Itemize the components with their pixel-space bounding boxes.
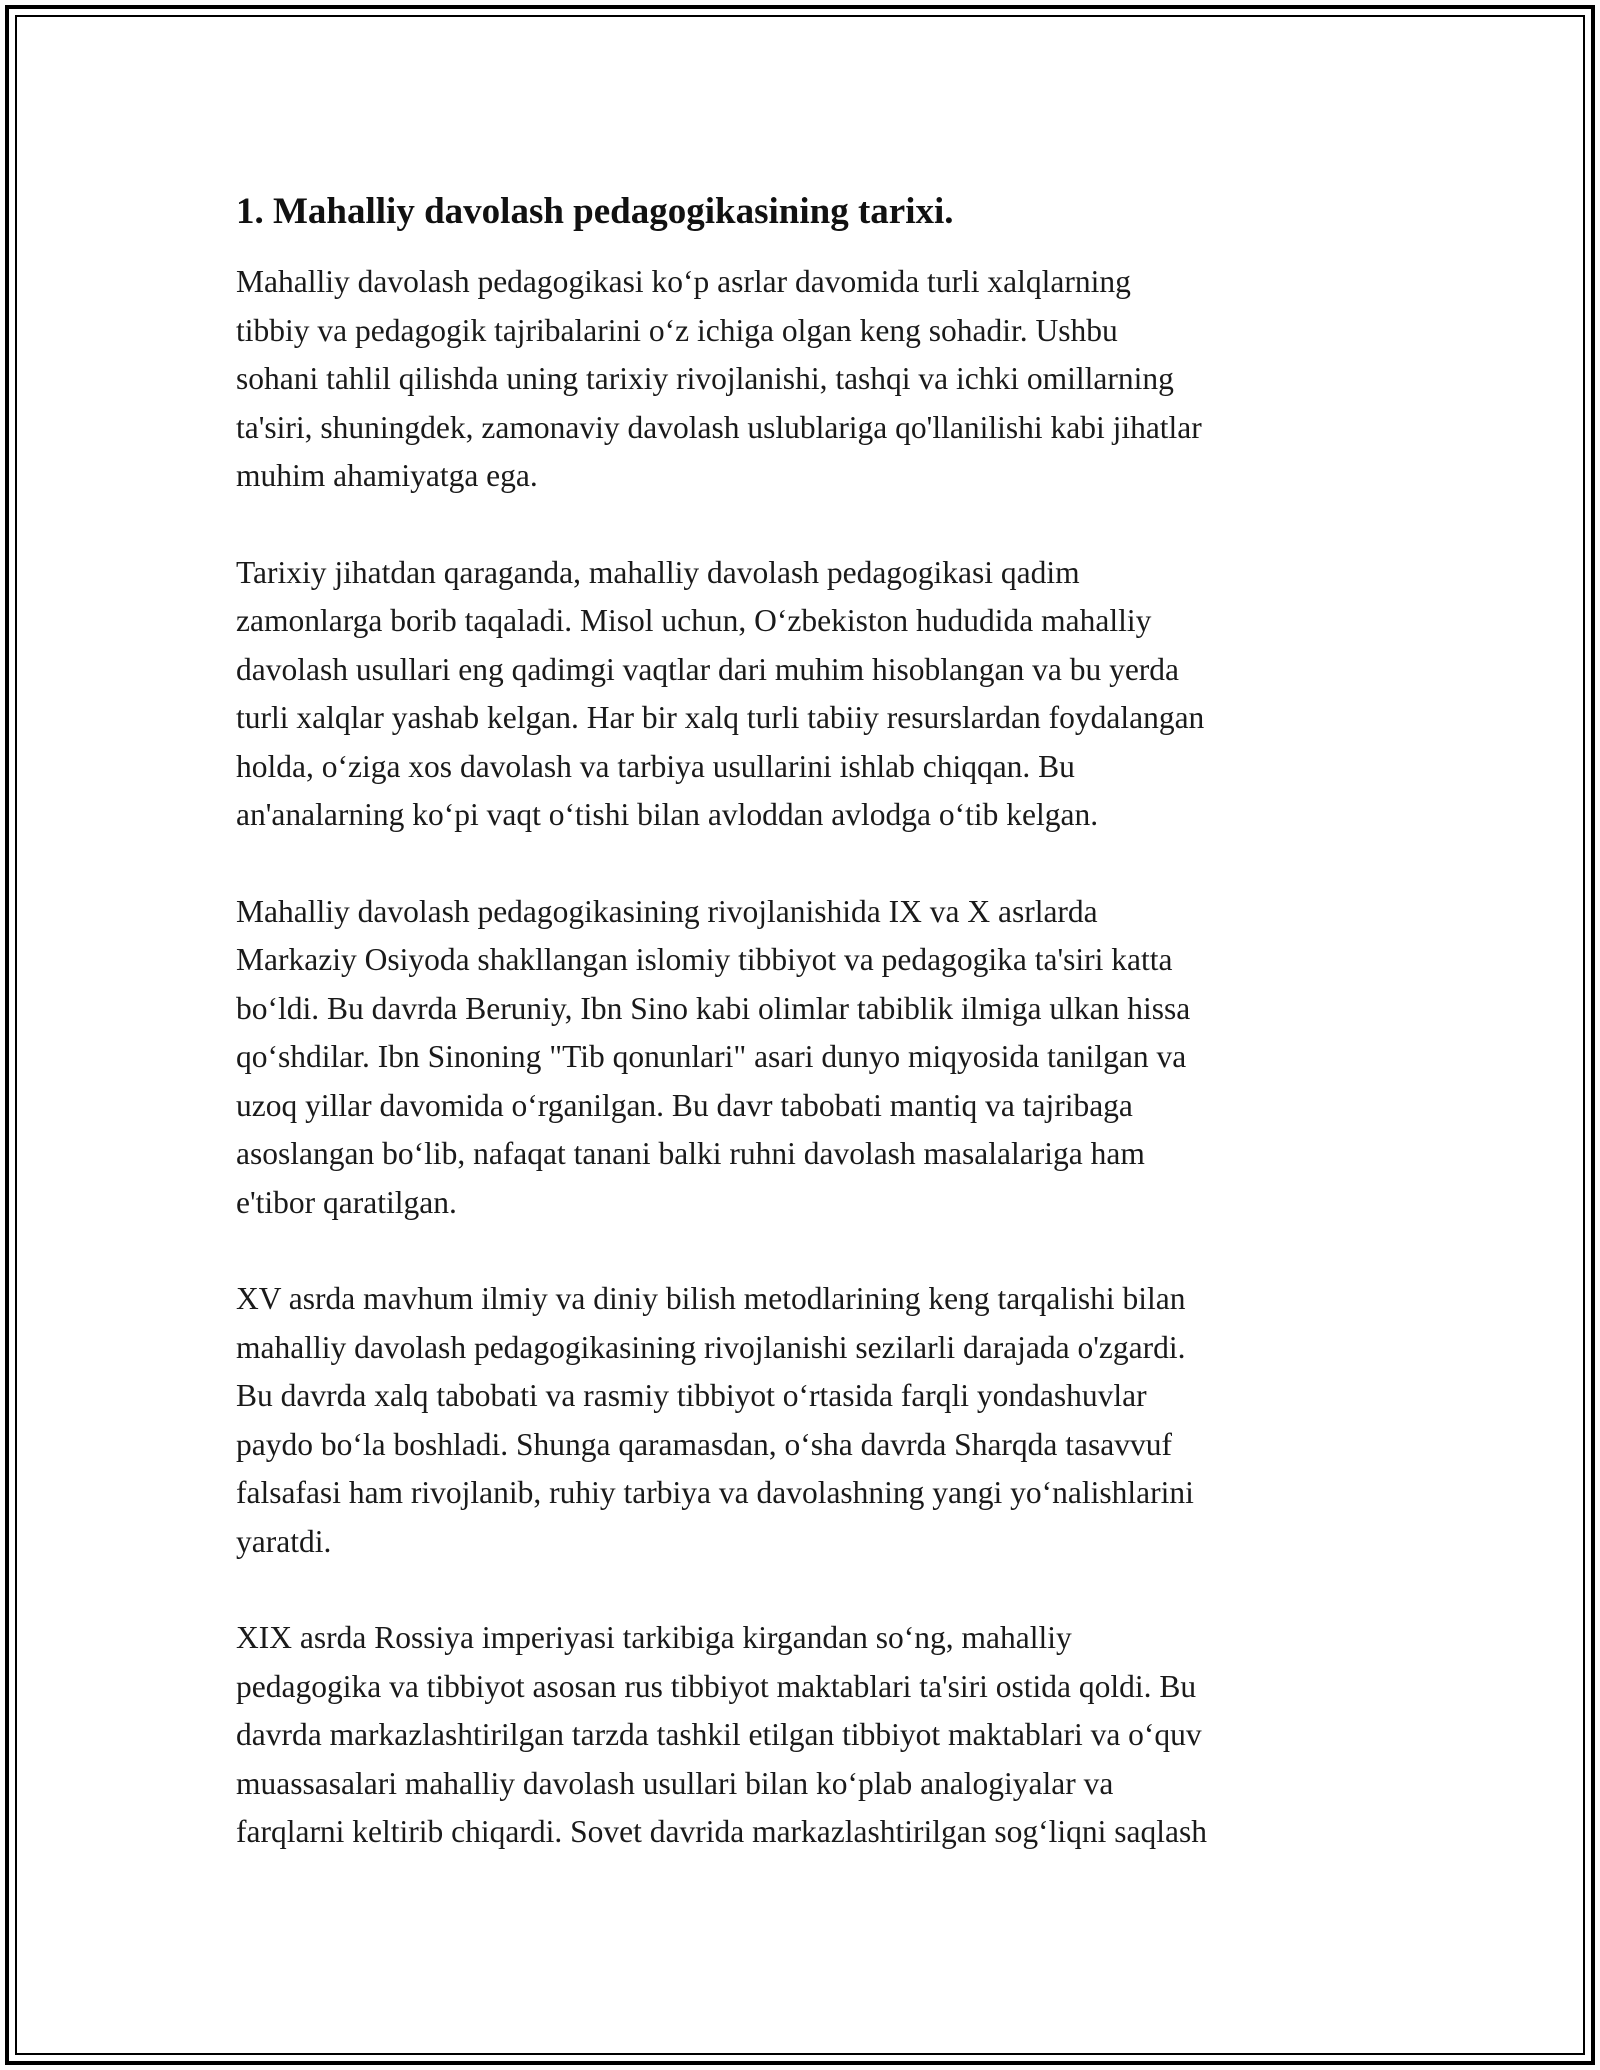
text-line: Mahalliy davolash pedagogikasining rivojlanishida IX va X asrlarda bbox=[236, 893, 1098, 929]
text-line: bo‘ldi. Bu davrda Beruniy, Ibn Sino kabi olimlar tabiblik ilmiga ulkan hissa bbox=[236, 990, 1191, 1026]
text-line: uzoq yillar davomida o‘rganilgan. Bu davr tabobati mantiq va tajribaga bbox=[236, 1087, 1133, 1123]
text-line: yaratdi. bbox=[236, 1523, 332, 1559]
text-line: zamonlarga borib taqaladi. Misol uchun, O‘zbekiston hududida mahalliy bbox=[236, 603, 1152, 638]
text-line: tibbiy va pedagogik tajribalarini o‘z ichiga olgan keng sohadir. Ushbu bbox=[236, 312, 1118, 348]
text-line: muhim ahamiyatga ega. bbox=[236, 458, 538, 493]
text-line: holda, o‘ziga xos davolash va tarbiya usullarini ishlab chiqqan. Bu bbox=[236, 748, 1075, 784]
text-line: ta'siri, shuningdek, zamonaviy davolash uslublariga qo'llanilishi kabi jihatlar bbox=[236, 409, 1202, 445]
text-line: davrda markazlashtirilgan tarzda tashkil etilgan tibbiyot maktablari va o‘quv bbox=[236, 1717, 1202, 1752]
text-line: e'tibor qaratilgan. bbox=[236, 1184, 457, 1220]
paragraph-5 bbox=[236, 1614, 1376, 1857]
document-body bbox=[236, 188, 1376, 1905]
paragraph-1 bbox=[236, 258, 1376, 501]
text-line: muassasalari mahalliy davolash usullari bilan ko‘plab analogiyalar va bbox=[236, 1765, 1114, 1801]
text-line: Markaziy Osiyoda shakllangan islomiy tibbiyot va pedagogika ta'siri katta bbox=[236, 942, 1173, 977]
paragraph-2 bbox=[236, 549, 1376, 840]
text-line: XV asrda mavhum ilmiy va diniy bilish metodlarining keng tarqalishi bilan bbox=[236, 1281, 1186, 1316]
paragraph-4 bbox=[236, 1275, 1376, 1566]
section-heading: 1. Mahalliy davolash pedagogikasining tarixi. bbox=[236, 191, 954, 232]
text-line: Mahalliy davolash pedagogikasi ko‘p asrlar davomida turli xalqlarning bbox=[236, 264, 1131, 299]
text-line: sohani tahlil qilishda uning tarixiy rivojlanishi, tashqi va ichki omillarning bbox=[236, 361, 1174, 396]
text-line: Bu davrda xalq tabobati va rasmiy tibbiyot o‘rtasida farqli yondashuvlar bbox=[236, 1378, 1147, 1413]
text-line: mahalliy davolash pedagogikasining rivojlanishi sezilarli darajada o'zgardi. bbox=[236, 1329, 1186, 1365]
text-line: turli xalqlar yashab kelgan. Har bir xalq turli tabiiy resurslardan foydalangan bbox=[236, 700, 1205, 735]
text-line: falsafasi ham rivojlanib, ruhiy tarbiya va davolashning yangi yo‘nalishlarini bbox=[236, 1475, 1194, 1510]
text-line: pedagogika va tibbiyot asosan rus tibbiyot maktablari ta'siri ostida qoldi. Bu bbox=[236, 1668, 1197, 1704]
paragraph-3 bbox=[236, 888, 1376, 1228]
text-line: Tarixiy jihatdan qaraganda, mahalliy davolash pedagogikasi qadim bbox=[236, 554, 1080, 590]
text-line: qo‘shdilar. Ibn Sinoning "Tib qonunlari" asari dunyo miqyosida tanilgan va bbox=[236, 1039, 1187, 1074]
text-line: asoslangan bo‘lib, nafaqat tanani balki ruhni davolash masalalariga ham bbox=[236, 1136, 1145, 1171]
text-line: XIX asrda Rossiya imperiyasi tarkibiga kirgandan so‘ng, mahalliy bbox=[236, 1620, 1072, 1655]
text-line: davolash usullari eng qadimgi vaqtlar dari muhim hisoblangan va bu yerda bbox=[236, 651, 1180, 687]
text-line: an'analarning ko‘pi vaqt o‘tishi bilan avloddan avlodga o‘tib kelgan. bbox=[236, 797, 1099, 832]
text-line: paydo bo‘la boshladi. Shunga qaramasdan, o‘sha davrda Sharqda tasavvuf bbox=[236, 1426, 1172, 1462]
text-line: farqlarni keltirib chiqardi. Sovet davrida markazlashtirilgan sog‘liqni saqlash bbox=[236, 1814, 1207, 1849]
